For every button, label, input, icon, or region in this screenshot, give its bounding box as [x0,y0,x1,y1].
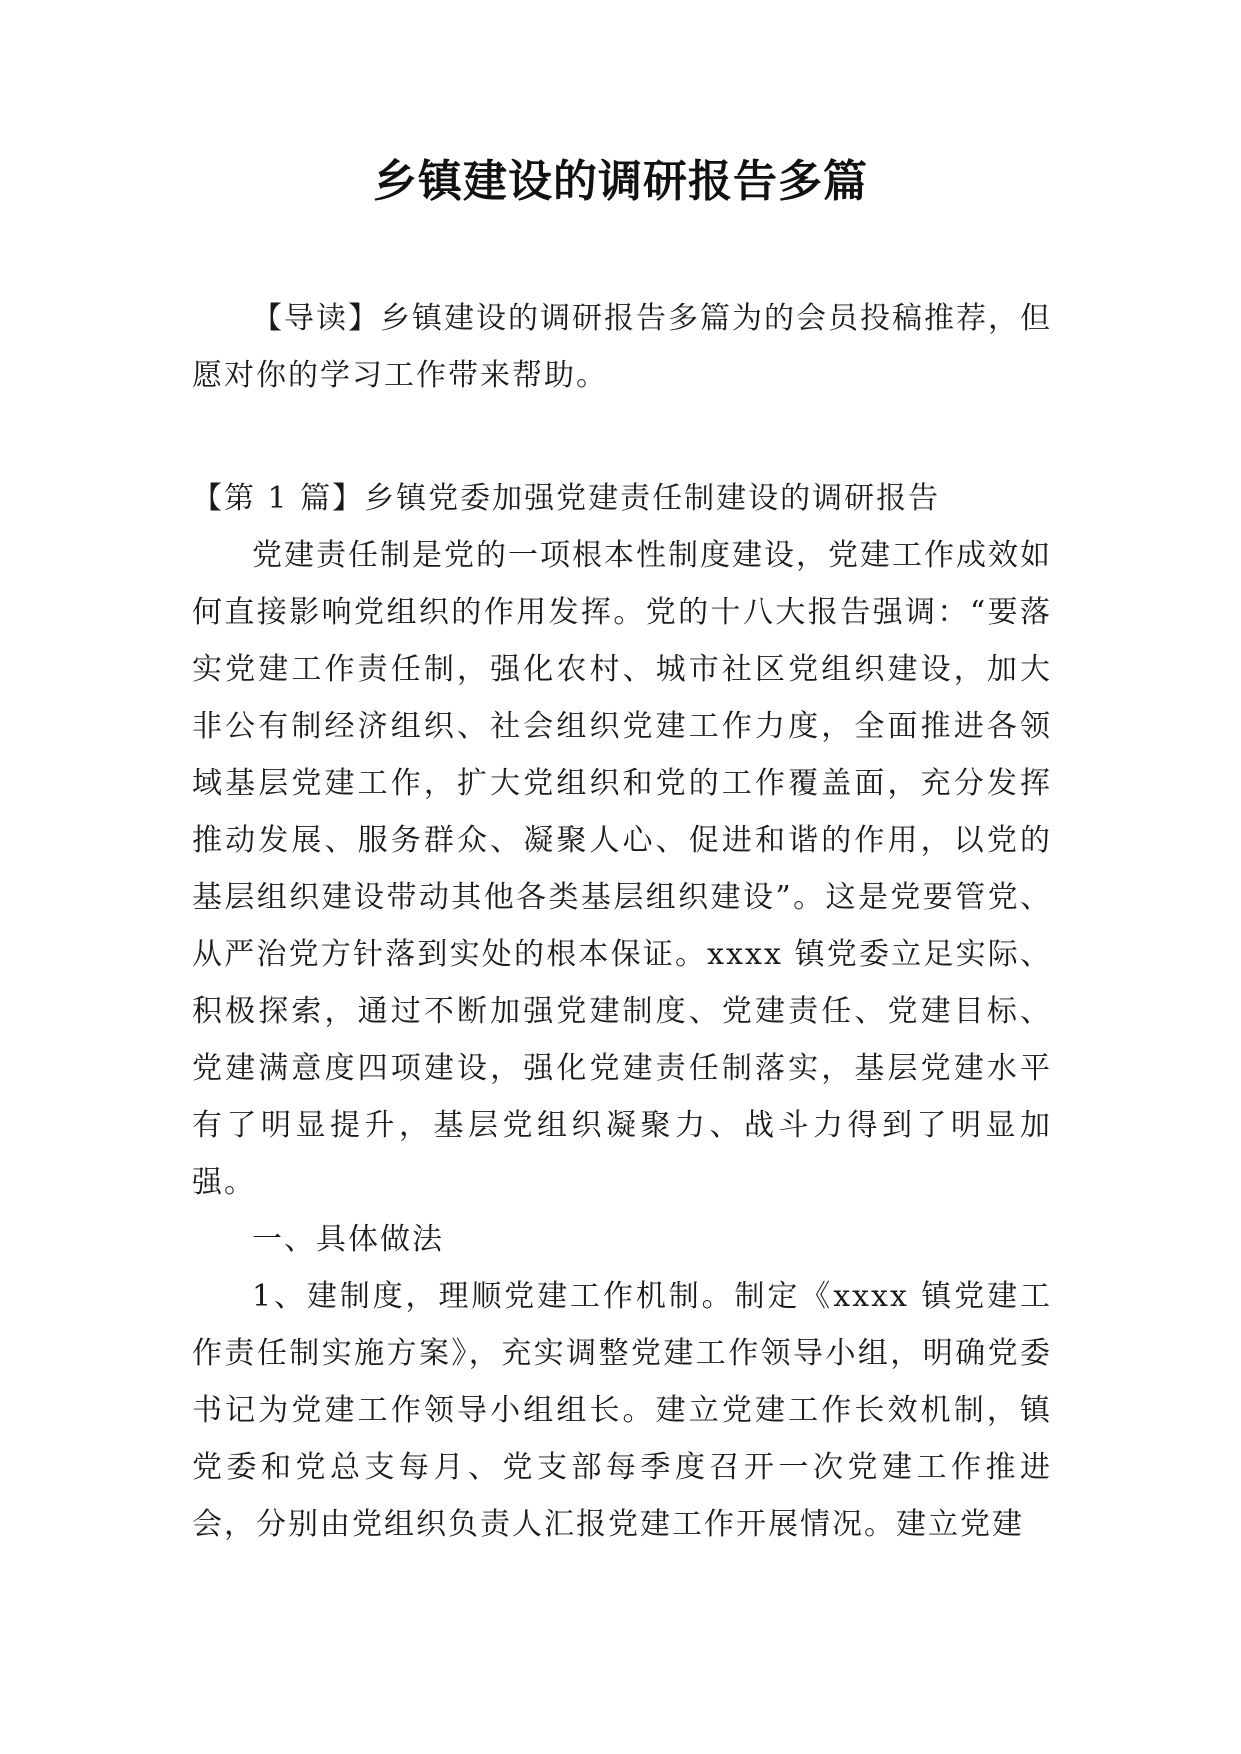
body-paragraph: 1、建制度，理顺党建工作机制。制定《xxxx 镇党建工作责任制实施方案》，充实调整党建工作领导小组，明确党委书记为党建工作领导小组组长。建立党建工作长效机制，镇党委和党总支每月、党支部每季度召开一次党建工作推进会，分别由党组织负责人汇报党建工作开展情况。建立党建 [192,1279,1052,1542]
subheading: 一、具体做法 [252,1222,444,1257]
document-title: 乡镇建设的调研报告多篇 [373,156,868,207]
body-paragraph: 党建责任制是党的一项根本性制度建设，党建工作成效如何直接影响党组织的作用发挥。党的十八大报告强调：“要落实党建工作责任制，强化农村、城市社区党组织建设，加大非公有制经济组织、社会组织党建工作力度，全面推进各领域基层党建工作，扩大党组织和党的工作覆盖面，充分发挥推动发展、服务群众、凝聚人心、促进和谐的作用，以党的基层组织建设带动其他各类基层组织建设”。这是党要管党、从严治党方针落到实处的根本保证。xxxx 镇党委立足实际、积极探索，通过不断加强党建制度、党建责任、党建目标、党建满意度四项建设，强化党建责任制落实，基层党建水平有了明显提升，基层党组织凝聚力、战斗力得到了明显加强。 [192,538,1052,1200]
intro-block [192,290,1052,404]
section-heading: 【第 1 篇】乡镇党委加强党建责任制建设的调研报告 [192,481,941,516]
intro-paragraph: 【导读】乡镇建设的调研报告多篇为的会员投稿推荐，但愿对你的学习工作带来帮助。 [192,301,1052,393]
section-1 [192,470,1052,1553]
